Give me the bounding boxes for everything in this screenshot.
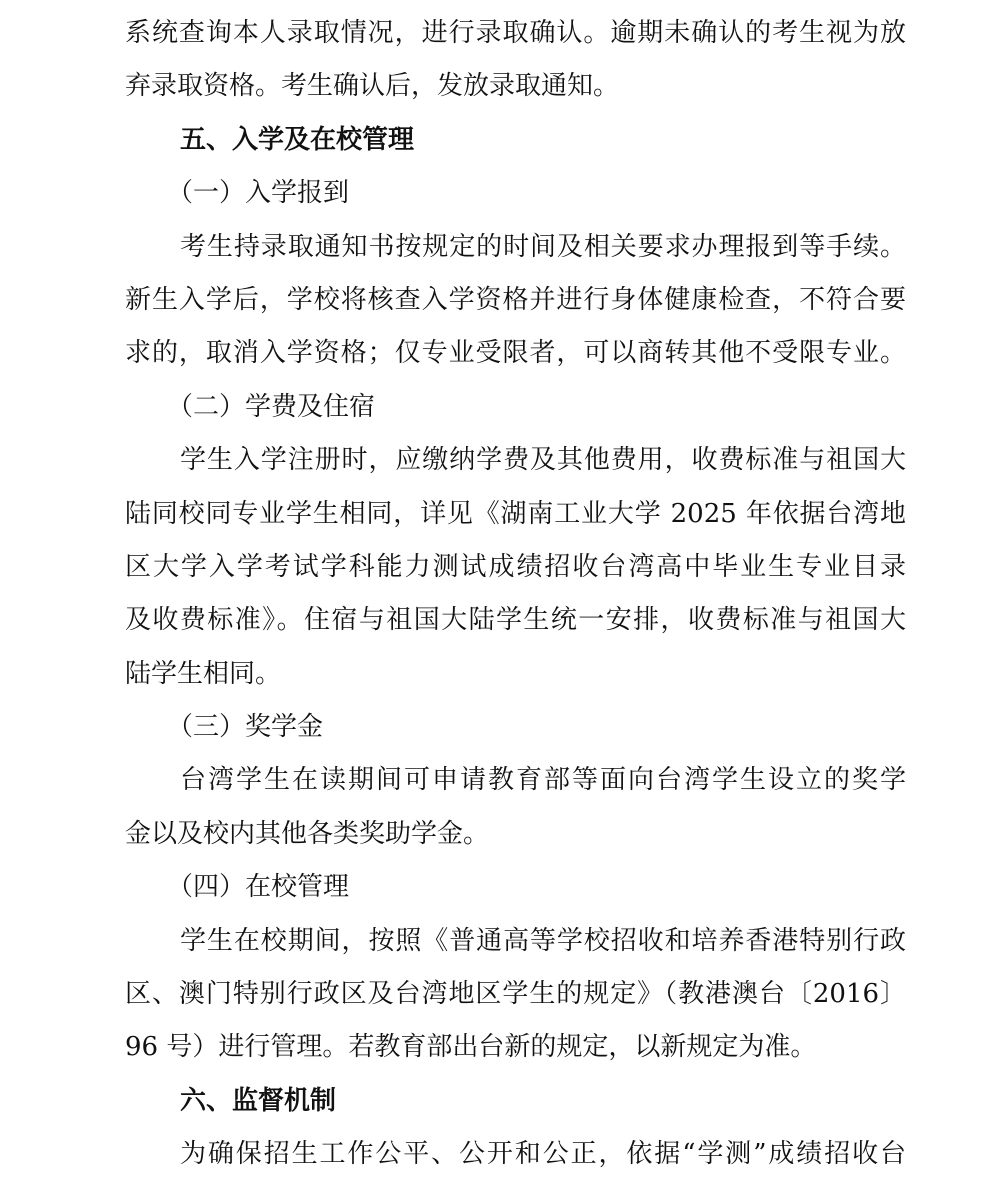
body-line: 求的，取消入学资格；仅专业受限者，可以商转其他不受限专业。 — [125, 338, 906, 369]
body-line: 区、澳门特别行政区及台湾地区学生的规定》（教港澳台〔2016〕 — [125, 979, 906, 1010]
body-line: 为确保招生工作公平、公开和公正，依据“学测”成绩招收台 — [180, 1139, 906, 1170]
body-line: 学生在校期间，按照《普通高等学校招收和培养香港特别行政 — [180, 925, 906, 956]
body-line: 弃录取资格。考生确认后，发放录取通知。 — [125, 71, 620, 102]
subsection-heading-scholarship: （三）奖学金 — [167, 712, 324, 743]
section-heading-6: 六、监督机制 — [180, 1085, 337, 1116]
body-line: 区大学入学考试学科能力测试成绩招收台湾高中毕业生专业目录 — [125, 551, 906, 582]
body-line: 台湾学生在读期间可申请教育部等面向台湾学生设立的奖学 — [180, 765, 906, 796]
section-heading-5: 五、入学及在校管理 — [180, 124, 415, 155]
body-line: 陆同校同专业学生相同，详见《湖南工业大学 2025 年依据台湾地 — [125, 498, 906, 529]
body-line: 新生入学后，学校将核查入学资格并进行身体健康检查，不符合要 — [125, 284, 906, 315]
subsection-heading-management: （四）在校管理 — [167, 872, 350, 903]
body-line: 金以及校内其他各类奖助学金。 — [125, 818, 490, 849]
document-page — [125, 7, 906, 1182]
body-line: 考生持录取通知书按规定的时间及相关要求办理报到等手续。 — [180, 231, 906, 262]
body-line: 及收费标准》。住宿与祖国大陆学生统一安排，收费标准与祖国大 — [125, 605, 906, 636]
subsection-heading-fees: （二）学费及住宿 — [167, 391, 376, 422]
body-line: 学生入学注册时，应缴纳学费及其他费用，收费标准与祖国大 — [180, 445, 906, 476]
body-line: 系统查询本人录取情况，进行录取确认。逾期未确认的考生视为放 — [125, 18, 906, 48]
body-line: 陆学生相同。 — [125, 658, 282, 689]
body-line: 96 号）进行管理。若教育部出台新的规定，以新规定为准。 — [125, 1032, 817, 1063]
subsection-heading-enrollment: （一）入学报到 — [167, 178, 350, 209]
